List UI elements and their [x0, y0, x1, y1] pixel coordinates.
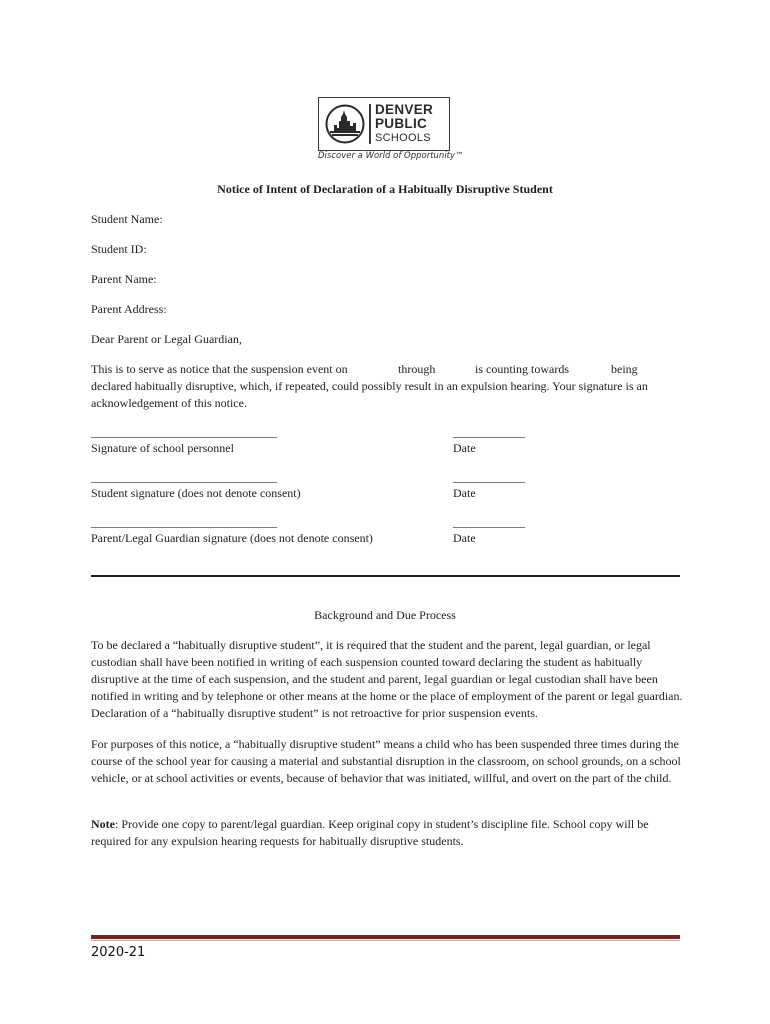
- signature-line-student[interactable]: _______________________________: [91, 470, 277, 484]
- parent-address-label: Parent Address:: [91, 302, 167, 316]
- signature-label-school: Signature of school personnel: [91, 441, 234, 455]
- logo-divider: [369, 104, 371, 144]
- date-line-school[interactable]: ____________: [453, 425, 525, 439]
- date-line-guardian[interactable]: ____________: [453, 515, 525, 529]
- notice-part-4: being: [611, 362, 638, 376]
- footer-accent-rule: [91, 940, 680, 941]
- date-label-school: Date: [453, 441, 476, 455]
- date-label-guardian: Date: [453, 531, 476, 545]
- notice-part-2: through: [398, 362, 436, 376]
- logo-word-public: PUBLIC: [375, 116, 428, 131]
- background-paragraph-1: To be declared a “habitually disruptive student”, it is required that the student and the parent, legal guardian, or legal custodian shall have been notified in writing of each suspension counted toward declaring the student as habitually disruptive at the time of each suspension, and the student and parent, legal guardian or legal custodian shall have been notified in writing and by telephone or other means at the home or the place of employment of the parent or legal guardian. Declaration of a “habitually disruptive student” is not retroactive for prior suspension events.: [91, 638, 683, 720]
- document-title: Notice of Intent of Declaration of a Habitually Disruptive Student: [217, 182, 553, 196]
- notice-part-1: This is to serve as notice that the suspension event on: [91, 362, 348, 376]
- footer-year: 2020-21: [91, 945, 146, 960]
- background-paragraph-2: For purposes of this notice, a “habitually disruptive student” means a child who has been suspended three times during the course of the school year for causing a material and substantial disruption in the classroom, on school grounds, on a school vehicle, or at school activities or events, because of behavior that was initiated, willful, and overt on the part of the child.: [91, 737, 681, 785]
- signature-line-school[interactable]: _______________________________: [91, 425, 277, 439]
- student-id-label: Student ID:: [91, 242, 147, 256]
- student-name-label: Student Name:: [91, 212, 163, 226]
- background-heading: Background and Due Process: [314, 608, 456, 622]
- parent-name-label: Parent Name:: [91, 272, 157, 286]
- notice-part-3: is counting towards: [475, 362, 569, 376]
- note-label: Note: [91, 817, 115, 831]
- note-paragraph: [91, 816, 683, 850]
- signature-line-guardian[interactable]: _______________________________: [91, 515, 277, 529]
- notice-line-2: declared habitually disruptive, which, if repeated, could possibly result in an expulsion hearing. Your signature is an: [91, 379, 648, 393]
- logo-tagline: Discover a World of Opportunity™: [318, 151, 464, 161]
- signature-label-student: Student signature (does not denote consent): [91, 486, 301, 500]
- logo-word-denver: DENVER: [375, 102, 434, 117]
- note-text: : Provide one copy to parent/legal guardian. Keep original copy in student’s discipline file. School copy will be required for any expulsion hearing requests for habitually disruptive students.: [91, 817, 649, 848]
- dps-logo: [318, 97, 450, 151]
- footer-accent-bar: [91, 935, 680, 939]
- section-divider: [91, 575, 680, 577]
- salutation: Dear Parent or Legal Guardian,: [91, 332, 242, 346]
- logo-word-schools: SCHOOLS: [375, 132, 431, 144]
- notice-line-3: acknowledgement of this notice.: [91, 396, 247, 410]
- date-label-student: Date: [453, 486, 476, 500]
- signature-label-guardian: Parent/Legal Guardian signature (does not denote consent): [91, 531, 373, 545]
- dps-city-skyline-emblem-icon: [325, 104, 365, 144]
- date-line-student[interactable]: ____________: [453, 470, 525, 484]
